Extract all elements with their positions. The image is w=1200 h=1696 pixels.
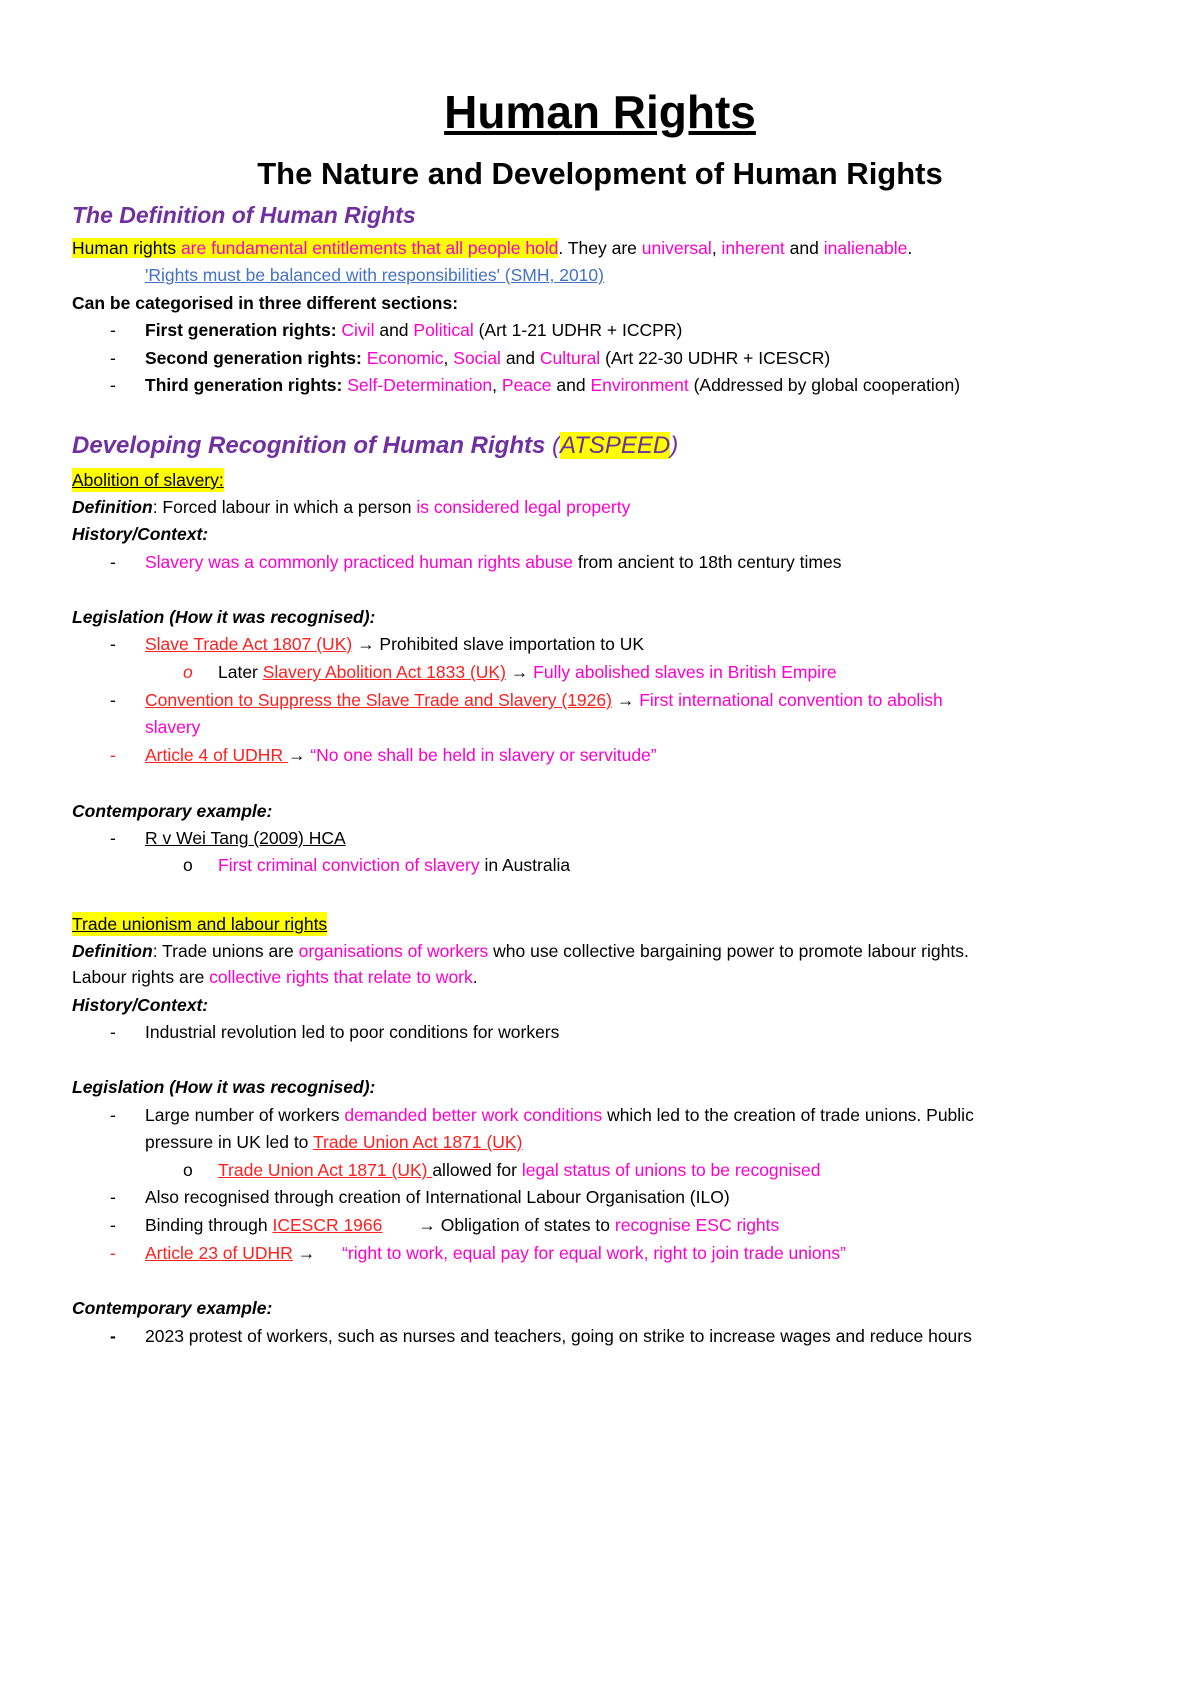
slavery-contemporary-label: Contemporary example: xyxy=(72,801,273,821)
bullet-dash: - xyxy=(110,1187,116,1207)
bullet-dash: - xyxy=(110,1215,116,1235)
bullet-dash: - xyxy=(110,1326,116,1346)
subsection-title-slavery: Abolition of slavery: xyxy=(72,470,224,490)
trade-legislation-item-ilo: Also recognised through creation of International Labour Organisation (ILO) xyxy=(145,1187,730,1207)
trade-legislation-item-1: Large number of workers demanded better work conditions which led to the creation of trade unions. Public xyxy=(145,1105,974,1125)
bullet-circle: o xyxy=(183,1160,193,1180)
bullet-dash: - xyxy=(110,375,116,395)
trade-history-item: Industrial revolution led to poor conditions for workers xyxy=(145,1022,560,1042)
legislation-item-convention: Convention to Suppress the Slave Trade and Slavery (1926) → First international convention to abolish xyxy=(145,690,943,710)
trade-contemporary-label: Contemporary example: xyxy=(72,1298,273,1318)
atspeed-badge: ATSPEED xyxy=(560,432,671,459)
case-r-v-wei-tang: R v Wei Tang (2009) HCA xyxy=(145,828,346,848)
legislation-item-article-4: Article 4 of UDHR → “No one shall be held in slavery or servitude” xyxy=(145,745,657,765)
legislation-item-convention-cont: slavery xyxy=(145,717,201,737)
section-heading-developing: Developing Recognition of Human Rights (ATSPEED) xyxy=(72,432,679,459)
section-heading-definition: The Definition of Human Rights xyxy=(72,202,416,228)
quote-link[interactable]: 'Rights must be balanced with responsibilities' (SMH, 2010) xyxy=(145,265,604,285)
page-title: Human Rights xyxy=(444,86,756,138)
bullet-dash: - xyxy=(110,634,116,654)
definition-paragraph: Human rights are fundamental entitlements that all people hold. They are universal, inherent and inalienable. xyxy=(72,238,913,258)
slavery-history-label: History/Context: xyxy=(72,524,209,544)
labour-rights-definition: Labour rights are collective rights that relate to work. xyxy=(72,967,478,987)
document-page: Human Rights The Nature and Development of Human Rights The Definition of Human Rights Human rights are fundamental entitlements that all people hold. They are universal, inherent and inalienable. 'Rights must be balanced with responsibilities' (SMH, 2010) Can be categorised in three different sections: - First generation rights: Civil and Political (Art 1-21 UDHR + ICCPR) - Second generation rights: Economic, Social and Cultural (Art 22-30 UDHR + ICESCR) - Third generation rights: Self-Determination, Peace and Environment (Addressed by global cooperation) Developing Recognition of Human Rights (ATSPEED) Abolition of slavery: Definition: Forced labour in which a person is considered legal property History/Context: - Slavery was a commonly practiced human rights abuse from ancient to 18th century times Legislation (How it was recognised): - Slave Trade Act 1807 (UK) → Prohibited slave importation to UK o Later Slavery Abolition Act 1833 (UK) → Fully abolished slaves in British Empire - Convention to Suppress the Slave Trade and Slavery (1926) → First international convention to abolish slavery - Article 4 of UDHR → “No one shall be held in slavery or servitude” Contemporary example: - R v Wei Tang (2009) HCA o First criminal conviction of slavery in Australia Trade unionism and labour rights Definition: Trade unions are organisations of workers who use collective bargaining power to promote labour rights. Labour rights are collective rights that relate to work. History/Context: - Industrial revolution led to poor conditions for workers Legislation (How it was recognised): - Large number of workers demanded better work conditions which led to the creation of trade unions. Public pressure in UK led to Trade Union Act 1871 (UK) o Trade Union Act 1871 (UK) allowed for legal status of unions to be recognised - Also recognised through creation of International Labour Organisation (ILO) - Binding through ICESCR 1966 → Obligation of states to recognise ESC rights - Article 23 of UDHR → “right to work, equal pay for equal work, right to join trade unions” Contemporary example: - 2023 protest of workers, such as nurses and teachers, going on strike to increase wages and reduce hours xyxy=(0,0,1200,1696)
slavery-legislation-label: Legislation (How it was recognised): xyxy=(72,607,376,627)
trade-legislation-subitem: Trade Union Act 1871 (UK) allowed for legal status of unions to be recognised xyxy=(218,1160,821,1180)
bullet-dash: - xyxy=(110,690,116,710)
list-item-second-generation: Second generation rights: Economic, Social and Cultural (Art 22-30 UDHR + ICESCR) xyxy=(145,348,831,368)
bullet-dash: - xyxy=(110,348,116,368)
legislation-item-slave-trade-act: Slave Trade Act 1807 (UK) → Prohibited slave importation to UK xyxy=(145,634,645,654)
trade-legislation-item-1-cont: pressure in UK led to Trade Union Act 1871 (UK) xyxy=(145,1132,523,1152)
slavery-definition: Definition: Forced labour in which a person is considered legal property xyxy=(72,497,631,517)
list-item-first-generation: First generation rights: Civil and Political (Art 1-21 UDHR + ICCPR) xyxy=(145,320,683,340)
bullet-dash: - xyxy=(110,320,116,340)
trade-contemporary-item: 2023 protest of workers, such as nurses and teachers, going on strike to increase wages and reduce hours xyxy=(145,1326,972,1346)
trade-history-label: History/Context: xyxy=(72,995,209,1015)
subsection-title-trade-unionism: Trade unionism and labour rights xyxy=(72,914,328,934)
trade-legislation-item-icescr: Binding through ICESCR 1966 → Obligation of states to recognise ESC rights xyxy=(145,1215,780,1235)
slavery-history-item: Slavery was a commonly practiced human rights abuse from ancient to 18th century times xyxy=(145,552,842,572)
trade-definition: Definition: Trade unions are organisations of workers who use collective bargaining power to promote labour rights. xyxy=(72,941,969,961)
bullet-circle: o xyxy=(183,855,193,875)
bullet-dash: - xyxy=(110,745,116,765)
page-subtitle: The Nature and Development of Human Rights xyxy=(257,156,943,191)
list-item-third-generation: Third generation rights: Self-Determination, Peace and Environment (Addressed by global cooperation) xyxy=(145,375,961,395)
trade-legislation-label: Legislation (How it was recognised): xyxy=(72,1077,376,1097)
case-subitem: First criminal conviction of slavery in Australia xyxy=(218,855,571,875)
legislation-subitem-abolition-act: Later Slavery Abolition Act 1833 (UK) → Fully abolished slaves in British Empire xyxy=(218,662,837,682)
categories-label: Can be categorised in three different sections: xyxy=(72,293,459,313)
bullet-circle: o xyxy=(183,662,193,682)
bullet-dash: - xyxy=(110,1022,116,1042)
bullet-dash: - xyxy=(110,1105,116,1125)
trade-legislation-item-article-23: Article 23 of UDHR → “right to work, equal pay for equal work, right to join trade unions” xyxy=(145,1243,846,1263)
bullet-dash: - xyxy=(110,1243,116,1263)
bullet-dash: - xyxy=(110,552,116,572)
